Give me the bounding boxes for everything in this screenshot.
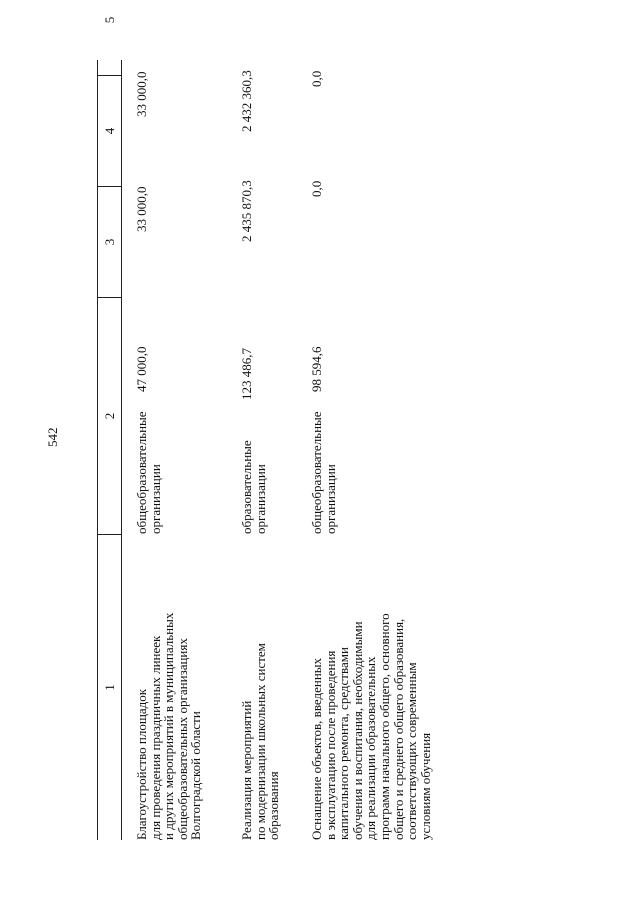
header-divider <box>98 186 121 187</box>
row-2-col-3: 123 486,7 <box>239 348 254 400</box>
header-col-5: 5 <box>102 16 117 24</box>
row-1-col-3: 47 000,0 <box>134 346 149 392</box>
header-col-2: 2 <box>102 412 117 420</box>
row-3-col-5: 0,0 <box>309 70 324 87</box>
row-3-col-3: 98 594,6 <box>309 346 324 392</box>
header-col-1: 1 <box>102 684 117 691</box>
row-2-recipients: образовательные организации <box>239 440 268 534</box>
row-2-col-4: 2 435 870,3 <box>239 180 254 242</box>
row-3-description: Оснащение объектов, введенных в эксплуатацию после проведения капитального ремонта, средствами обучения и воспитания, необходимыми для реализации образовательных программ начального общего, основного общего и среднего общего образования, соответствующих современным условиям обучения <box>309 613 433 840</box>
row-1-col-5: 33 000,0 <box>134 71 149 117</box>
header-divider <box>98 297 121 298</box>
row-1-recipients: общеобразовательные организации <box>134 411 163 534</box>
header-divider <box>98 534 121 535</box>
row-2-col-5: 2 432 360,3 <box>239 70 254 132</box>
row-3-col-4: 0,0 <box>309 180 324 197</box>
header-col-4: 4 <box>102 127 117 135</box>
row-1-description: Благоустройство площадок для проведения праздничных линеек и других мероприятий в муниципальных общеобразовательных организациях Волгоградской области <box>134 612 204 840</box>
header-divider <box>98 75 121 76</box>
page-number: 542 <box>45 427 60 447</box>
table-header-row <box>97 16 122 840</box>
row-3-recipients: общеобразовательные организации <box>309 411 338 534</box>
budget-table <box>97 16 497 840</box>
row-2-description: Реализация мероприятий по модернизации школьных систем образования <box>239 643 282 840</box>
header-col-3: 3 <box>102 238 117 246</box>
row-1-col-4: 33 000,0 <box>134 186 149 232</box>
